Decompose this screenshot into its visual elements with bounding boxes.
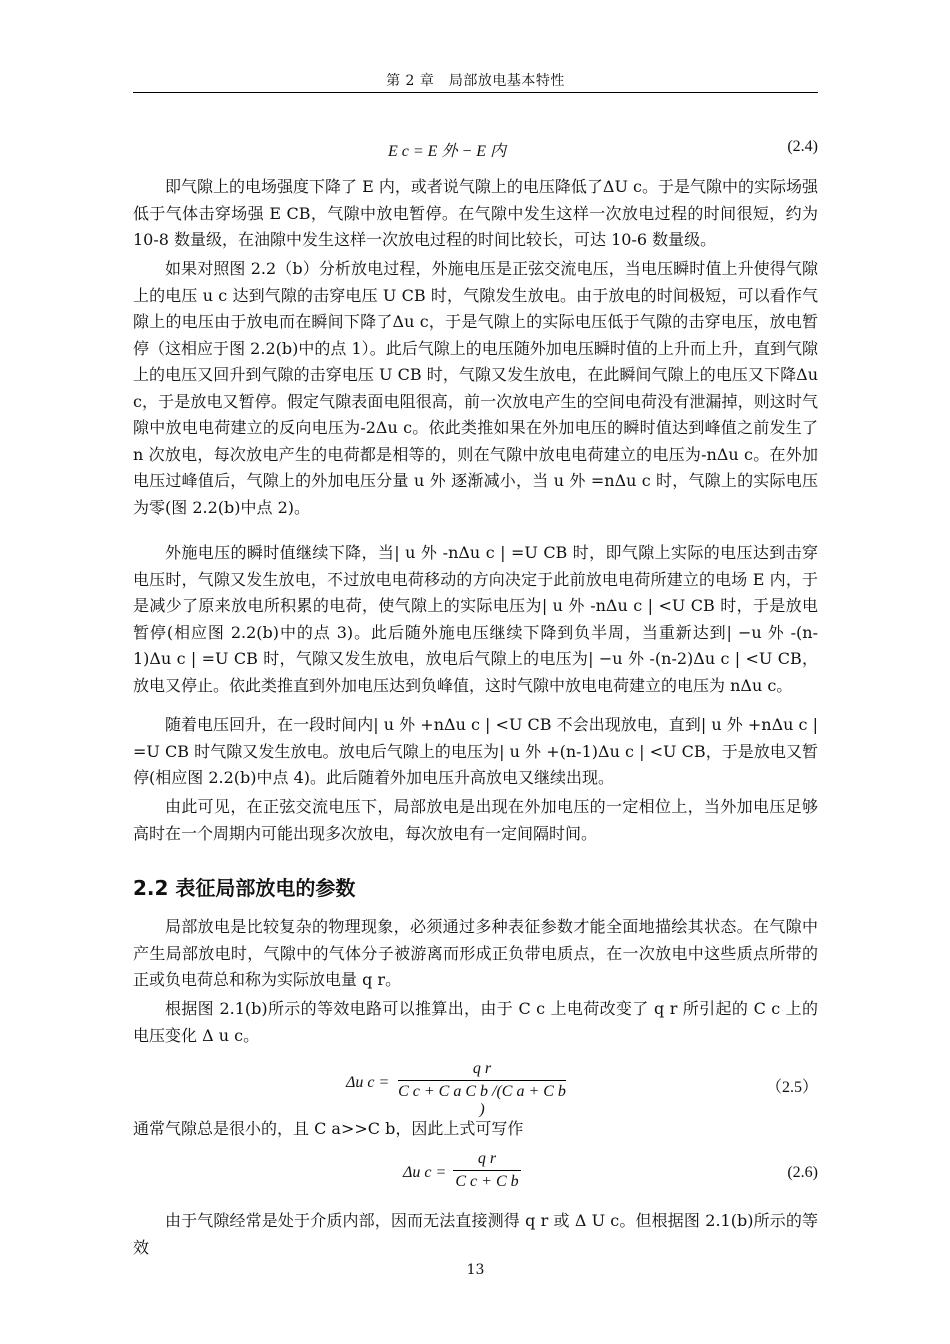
running-header: 第 2 章 局部放电基本特性 xyxy=(386,73,565,89)
equation-2-6-denominator: C c + C b xyxy=(455,1173,519,1190)
equation-2-5-fraction xyxy=(398,1060,566,1119)
equation-2-6-lhs: Δu c = xyxy=(403,1164,447,1181)
paragraph-4: 随着电压回升，在一段时间内| u 外 +nΔu c | <U CB 不会出现放电，直到| u 外 +nΔu c | =U CB 时气隙又发生放电。放电后气隙上的电压为| u 外 +(n-1)Δu c | <U CB，于是放电又暂停(相应图 2.2(b)中点 4)。此后随着外加电压升高放电又继续出现。 xyxy=(133,715,818,787)
paragraph-2: 如果对照图 2.2（b）分析放电过程，外施电压是正弦交流电压，当电压瞬时值上升使得气隙上的电压 u c 达到气隙的击穿电压 U CB 时，气隙发生放电。由于放电的时间极短，可以看作气隙上的电压由于放电而在瞬间下降了Δu c，于是气隙上的实际电压低于气隙的击穿电压，放电暂停（这相应于图 2.2(b)中的点 1）。此后气隙上的电压随外加电压瞬时值的上升而上升，直到气隙上的电压又回升到气隙的击穿电压 U CB 时，气隙又发生放电，在此瞬间气隙上的电压又下降Δu c，于是放电又暂停。假定气隙表面电阻很高，前一次放电产生的空间电荷没有泄漏掉，则这时气隙中放电电荷建立的反向电压为-2Δu c。依此类推如果在外加电压的瞬时值达到峰值之前发生了 n 次放电，每次放电产生的电荷都是相等的，则在气隙中放电电荷建立的电压为-nΔu c。在外加电压过峰值后，气隙上的外加电压分量 u 外 逐渐减小，当 u 外 =nΔu c 时，气隙上的实际电压为零(图 2.2(b)中点 2)。 xyxy=(133,259,818,517)
paragraph-7: 根据图 2.1(b)所示的等效电路可以推算出，由于 C c 上电荷改变了 q r 所引起的 C c 上的电压变化 Δ u c。 xyxy=(133,999,818,1045)
equation-2-6-numerator: q r xyxy=(477,1150,497,1167)
equation-2-5-denominator: C c + C a C b /(C a + C b ) xyxy=(398,1083,566,1118)
equation-2-4 xyxy=(133,138,818,168)
equation-2-5 xyxy=(133,1060,818,1116)
paragraph-5: 由此可见，在正弦交流电压下，局部放电是出现在外加电压的一定相位上，当外加电压足够高时在一个周期内可能出现多次放电，每次放电有一定间隔时间。 xyxy=(133,797,818,843)
paragraph-3: 外施电压的瞬时值继续下降，当| u 外 -nΔu c | =U CB 时，即气隙上实际的电压达到击穿电压时，气隙又发生放电，不过放电电荷移动的方向决定于此前放电电荷所建立的电场 E 内，于是减少了原来放电所积累的电荷，使气隙上的实际电压为| u 外 -nΔu c | <U CB 时，于是放电暂停(相应图 2.2(b)中的点 3)。此后随外施电压继续下降到负半周，当重新达到| −u 外 -(n-1)Δu c | =U CB 时，气隙又发生放电，放电后气隙上的电压为| −u 外 -(n-2)Δu c | <U CB，放电又停止。依此类推直到外加电压达到负峰值，这时气隙中放电电荷建立的电压为 nΔu c。 xyxy=(133,543,818,695)
paragraph-8: 通常气隙总是很小的，且 C a>>C b，因此上式可写作 xyxy=(133,1119,524,1138)
equation-2-5-number: （2.5） xyxy=(765,1079,818,1096)
paragraph-1: 即气隙上的电场强度下降了 E 内，或者说气隙上的电压降低了ΔU c。于是气隙中的实际场强低于气体击穿场强 E CB，气隙中放电暂停。在气隙中发生这样一次放电过程的时间很短，约为 10-8 数量级，在油隙中发生这样一次放电过程的时间比较长，可达 10-6 数量级。 xyxy=(133,177,818,249)
section-heading: 2.2 表征局部放电的参数 xyxy=(133,876,356,900)
paragraph-9: 由于气隙经常是处于介质内部，因而无法直接测得 q r 或 Δ U c。但根据图 2.1(b)所示的等效 xyxy=(133,1211,818,1257)
equation-2-5-lhs: Δu c = xyxy=(346,1074,390,1091)
equation-2-6 xyxy=(133,1150,818,1206)
equation-2-4-number: (2.4) xyxy=(787,138,818,155)
header-rule xyxy=(133,92,818,93)
equation-2-6-number: (2.6) xyxy=(787,1164,818,1181)
equation-2-4-expression: E c = E 外 − E 内 xyxy=(388,143,507,160)
page-number: 13 xyxy=(466,1262,485,1278)
equation-2-6-fraction xyxy=(453,1150,521,1191)
paragraph-6: 局部放电是比较复杂的物理现象，必须通过多种表征参数才能全面地描绘其状态。在气隙中产生局部放电时，气隙中的气体分子被游离而形成正负带电质点，在一次放电中这些质点所带的正或负电荷总和称为实际放电量 q r。 xyxy=(133,917,818,989)
equation-2-5-numerator: q r xyxy=(472,1060,492,1077)
